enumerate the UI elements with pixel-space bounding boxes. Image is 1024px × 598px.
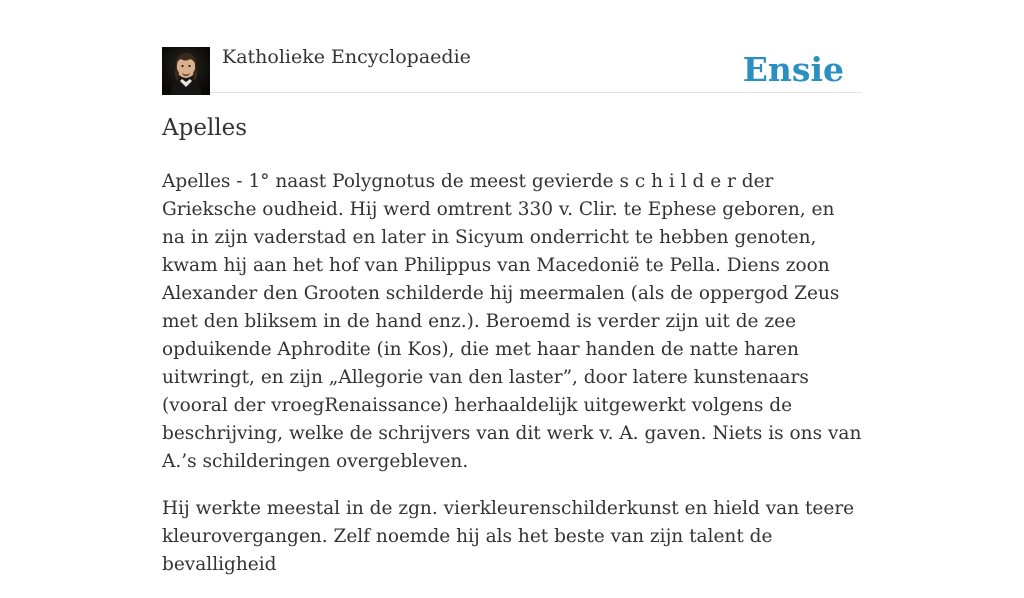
avatar[interactable] bbox=[162, 47, 210, 95]
source-name[interactable]: Katholieke Encyclopaedie bbox=[222, 46, 471, 68]
article-body bbox=[162, 168, 862, 598]
article-paragraph: Hij werkte meestal in de zgn. vierkleurenschilderkunst en hield van teere kleurovergangen. Zelf noemde hij als het beste van zijn talent de bevalligheid bbox=[162, 498, 855, 575]
portrait-icon bbox=[162, 47, 210, 95]
article-paragraph: Apelles - 1° naast Polygnotus de meest gevierde s c h i l d e r der Grieksche oudheid. Hij werd omtrent 330 v. Clir. te Ephese geboren, en na in zijn vaderstad en later in Sicyum onderricht te hebben genoten, kwam hij aan het hof van Philippus van Macedonië te Pella. Diens zoon Alexander den Grooten schilderde hij meermalen (als de oppergod Zeus met den bliksem in de hand enz.). Beroemd is verder zijn uit de zee opduikende Aphrodite (in Kos), die met haar handen de natte haren uitwringt, en zijn „Allegorie van den laster”, door latere kunstenaars (vooral der vroegRenaissance) herhaaldelijk uitgewerkt volgens de beschrijving, welke de schrijvers van dit werk v. A. gaven. Niets is ons van A.’s schilderingen overgebleven. bbox=[162, 171, 862, 472]
site-header bbox=[162, 44, 862, 93]
article-title: Apelles bbox=[162, 115, 248, 141]
ensie-logo[interactable]: Ensie bbox=[742, 50, 844, 89]
